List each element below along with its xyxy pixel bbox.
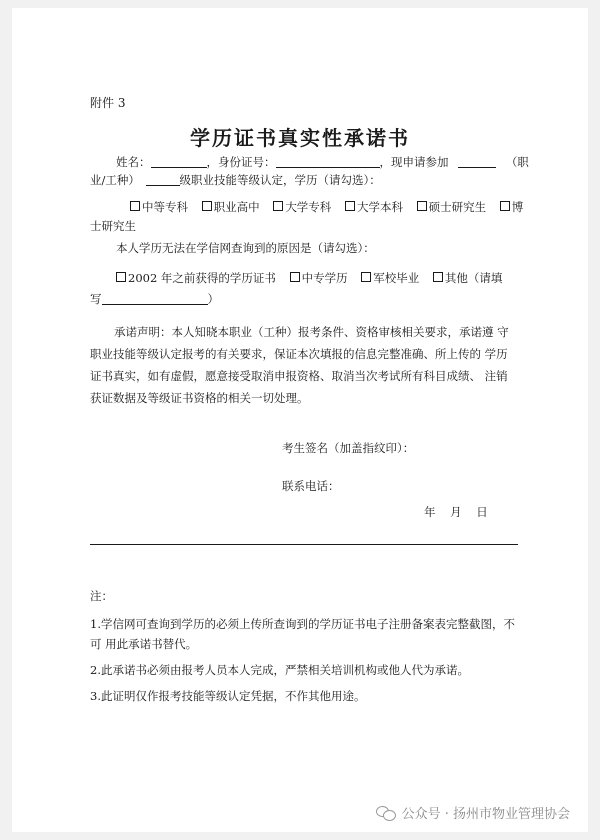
- date-label: 年 月 日: [424, 505, 488, 519]
- notes-heading: 注：: [90, 589, 113, 603]
- reason-label: 本人学历无法在学信网查询到的原因是（请勾选）：: [116, 241, 375, 255]
- education-option[interactable]: 大学本科: [345, 199, 403, 215]
- checkbox-icon[interactable]: [116, 272, 126, 282]
- note-item: 1.学信网可查询到学历的必须上传所查询到的学历证书电子注册备案表完整截图，不可 用此承诺书替代。: [90, 617, 515, 651]
- checkbox-icon[interactable]: [273, 201, 283, 211]
- education-options-cont: 士研究生: [90, 219, 136, 233]
- reason-option[interactable]: 2002 年之前获得的学历证书: [116, 270, 276, 286]
- occupation-label-cont: 业/工种）: [90, 173, 140, 187]
- level-label: 级职业技能等级认定，学历（请勾选）：: [179, 173, 381, 187]
- page-title: 学历证书真实性承诺书: [190, 126, 410, 150]
- checkbox-icon[interactable]: [361, 272, 371, 282]
- watermark-text: 公众号 · 扬州市物业管理协会: [401, 807, 570, 822]
- watermark: [376, 803, 570, 822]
- divider: [90, 544, 518, 545]
- declaration-text: 承诺声明：本人知晓本职业（工种）报考条件、资格审核相关要求，承诺遵 守职业技能等级认定报考的有关要求，保证本次填报的信息完整准确、所上传的 学历证书真实，如有虚假，愿意接受取消申报资格、取消当次考试所有科目成绩、 注销获证数据及等级证书资格的相关一切处理。: [90, 325, 509, 405]
- occupation-blank[interactable]: [458, 155, 496, 168]
- id-label: ，身份证号：: [206, 155, 276, 169]
- checkbox-icon[interactable]: [130, 201, 140, 211]
- reason-other-blank[interactable]: [102, 292, 208, 305]
- education-option[interactable]: 博: [500, 199, 524, 215]
- checkbox-icon[interactable]: [500, 201, 510, 211]
- education-options: [130, 199, 533, 215]
- form-line-2: [90, 172, 381, 188]
- level-blank[interactable]: [146, 173, 180, 186]
- reason-options: [116, 270, 512, 286]
- phone-label: 联系电话：: [282, 479, 340, 493]
- reason-option[interactable]: 中专学历: [290, 270, 348, 286]
- reason-option[interactable]: 其他（请填: [433, 270, 503, 286]
- checkbox-icon[interactable]: [202, 201, 212, 211]
- signature-label: 考生签名（加盖指纹印）：: [282, 441, 415, 455]
- document-page: [12, 8, 588, 832]
- education-option[interactable]: 中等专科: [130, 199, 188, 215]
- reason-other-line: 写 ）: [90, 292, 219, 306]
- wechat-icon: [376, 806, 396, 820]
- education-option[interactable]: 硕士研究生: [417, 199, 487, 215]
- note-item: 2.此承诺书必须由报考人员本人完成，严禁相关培训机构或他人代为承诺。: [90, 663, 469, 677]
- reason-option[interactable]: 军校毕业: [361, 270, 419, 286]
- form-line-1: [116, 154, 529, 170]
- education-option[interactable]: 职业高中: [202, 199, 260, 215]
- note-item: 3.此证明仅作报考技能等级认定凭据，不作其他用途。: [90, 689, 366, 703]
- checkbox-icon[interactable]: [290, 272, 300, 282]
- name-label: 姓名：: [116, 155, 151, 169]
- apply-label: ，现申请参加: [379, 155, 449, 169]
- checkbox-icon[interactable]: [345, 201, 355, 211]
- education-option[interactable]: 大学专科: [273, 199, 331, 215]
- checkbox-icon[interactable]: [417, 201, 427, 211]
- name-blank[interactable]: [151, 155, 207, 168]
- occupation-label: （职: [505, 155, 529, 169]
- checkbox-icon[interactable]: [433, 272, 443, 282]
- attachment-label: 附件 3: [90, 96, 126, 110]
- id-blank[interactable]: [276, 155, 380, 168]
